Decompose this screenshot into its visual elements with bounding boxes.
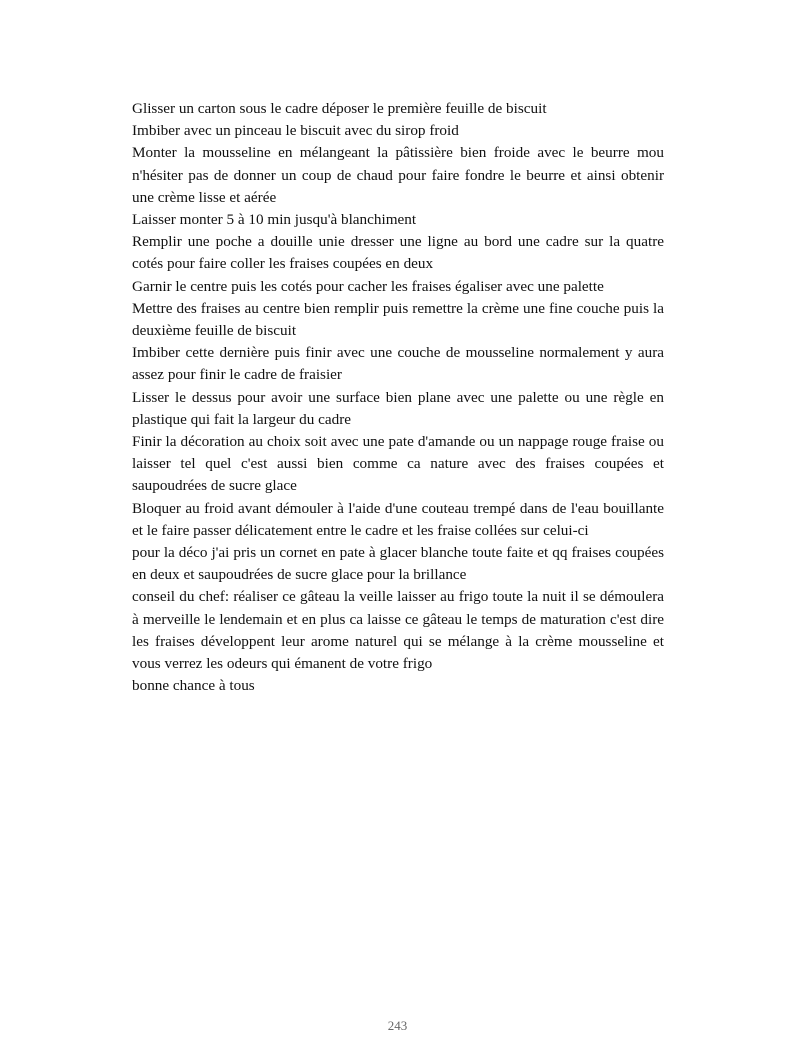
page-number: 243 [387,1018,408,1033]
paragraph-6: Garnir le centre puis les cotés pour cacher les fraises égaliser avec une palette [132,277,604,295]
paragraph-12: pour la déco j'ai pris un cornet en pate à glacer blanche toute faite et qq fraises coupées en deux et saupoudrées de sucre glace pour la brillance [132,544,664,584]
paragraph-5: Remplir une poche a douille unie dresser une ligne au bord une cadre sur la quatre cotés pour faire coller les fraises coupées en deux [132,233,664,273]
paragraph-1: Glisser un carton sous le cadre déposer le première feuille de biscuit [132,100,547,117]
paragraph-3: Monter la mousseline en mélangeant la pâtissière bien froide avec le beurre mou n'hésiter pas de donner un coup de chaud pour faire fondre le beurre et ainsi obtenir une crème lisse et aérée [132,144,664,206]
paragraph-14: bonne chance à tous [132,677,255,695]
paragraph-8: Imbiber cette dernière puis finir avec une couche de mousseline normalement y aura assez pour finir le cadre de fraisier [132,344,664,384]
paragraph-13: conseil du chef: réaliser ce gâteau la veille laisser au frigo toute la nuit il se démoulera à merveille le lendemain et en plus ca laisse ce gâteau le temps de maturation c'est dire les fraises développent leur arome naturel qui se mélange à la crème mousseline et vous verrez les odeurs qui émanent de votre frigo [132,588,664,673]
paragraph-7: Mettre des fraises au centre bien remplir puis remettre la crème une fine couche puis la deuxième feuille de biscuit [132,299,664,340]
paragraph-2: Imbiber avec un pinceau le biscuit avec du sirop froid [132,122,459,140]
paragraph-4: Laisser monter 5 à 10 min jusqu'à blanchiment [132,211,417,229]
paragraph-11: Bloquer au froid avant démouler à l'aide d'une couteau trempé dans de l'eau bouillante et le faire passer délicatement entre le cadre et les fraise collées sur celui-ci [132,499,664,539]
paragraph-9: Lisser le dessus pour avoir une surface bien plane avec une palette ou une règle en plastique qui fait la largeur du cadre [132,388,664,428]
recipe-text-block [132,98,664,697]
paragraph-10: Finir la décoration au choix soit avec une pate d'amande ou un nappage rouge fraise ou laisser tel quel c'est aussi bien comme ca nature avec des fraises coupées et saupoudrées de sucre glace [132,433,664,495]
